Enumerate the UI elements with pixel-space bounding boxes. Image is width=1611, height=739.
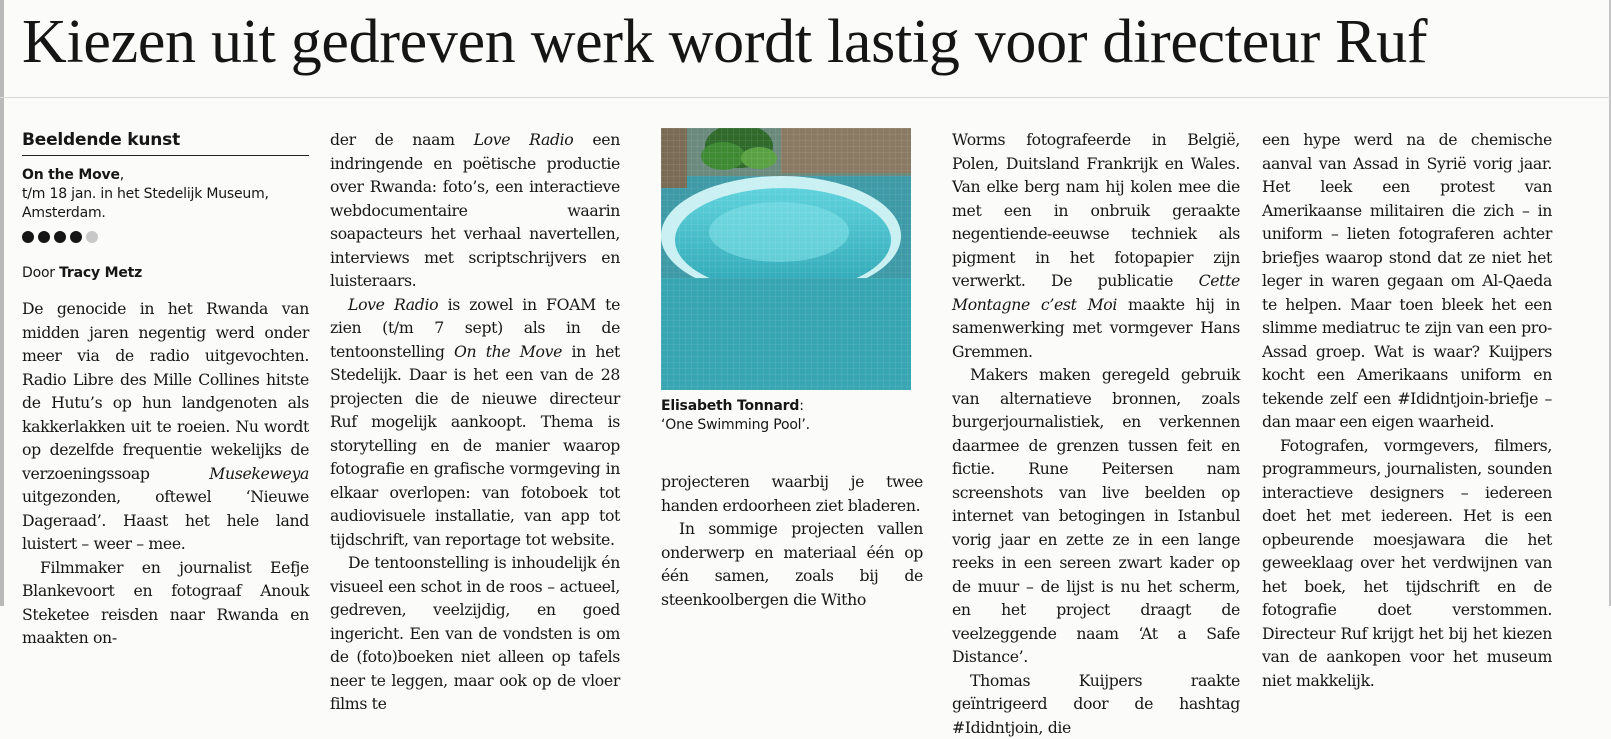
emphasis: On the Move bbox=[454, 342, 562, 361]
body-paragraph bbox=[22, 297, 309, 556]
body-paragraph: Filmmaker en journalist Eefje Blankevoort en fotograaf Anouk Steketee reisden naar Rwanda en maakten on- bbox=[22, 556, 309, 650]
emphasis: Love Radio bbox=[474, 130, 574, 149]
byline bbox=[22, 263, 309, 283]
article-photo bbox=[661, 128, 911, 390]
text-run: De genocide in het Rwanda van midden jaren negentig werd onder meer via de radio uitgevochten. Radio Libre des Mille Collines hitste de Hutu’s op hun landgenoten als kakkerlakken uit te roeien. Nu wordt op dezelfde frequentie wekelijks de verzoeningssoap bbox=[22, 299, 309, 483]
body-paragraph bbox=[330, 128, 620, 293]
text-run: der de naam bbox=[330, 130, 474, 149]
rating-dot-filled bbox=[22, 231, 34, 243]
text-run: maakte hij in samenwerking met vormgever Hans Gremmen. bbox=[952, 295, 1240, 361]
byline-prefix: Door bbox=[22, 265, 59, 281]
rating-dot-filled bbox=[38, 231, 50, 243]
exhibition-dates: t/m 18 jan. in het Stedelijk Museum, bbox=[22, 186, 269, 202]
section-title: Beeldende kunst bbox=[22, 128, 309, 156]
body-paragraph bbox=[952, 128, 1240, 363]
swimming-pool-image bbox=[661, 128, 911, 390]
body-paragraph: Makers maken geregeld gebruik van alternatieve bronnen, zoals burgerjournalistiek, en verkennen daarmee de grenzen tussen feit en fictie. Rune Peitersen nam screenshots van live beelden op internet van betogingen in Istanbul vorig jaar en zette ze in een lange reeks in een sereen zwart kader op de muur – de lijst is nu het scherm, en het project draagt de veelzeggende naam ‘At a Safe Distance’. bbox=[952, 363, 1240, 669]
text-run: in het Stedelijk. Daar is het een van de 28 projecten die de nieuwe directeur Ruf mogelijk aankoopt. Thema is storytelling en de manier waarop fotografie en grafische vormgeving in elkaar overlopen: van fotoboek tot audiovisuele installatie, van app tot tijdschrift, van reportage tot website. bbox=[330, 342, 620, 549]
column-3 bbox=[661, 470, 923, 611]
exhibition-city: Amsterdam. bbox=[22, 205, 106, 221]
rating-dot-empty bbox=[86, 231, 98, 243]
text-run: is zowel in FOAM te zien (t/m 7 sept) als in de tentoonstelling bbox=[330, 295, 620, 361]
body-paragraph: Fotografen, vormgevers, filmers, programmeurs, journalisten, sounden interactieve designers – iedereen doet het met iedereen. Het is een opbeurende moesjawara die het geweeklaag over het verdwijnen van het boek, het tijdschrift en de fotografie doet verstommen. Directeur Ruf krijgt het bij het kiezen van de aankopen voor het museum niet makkelijk. bbox=[1262, 434, 1552, 693]
body-paragraph: projecteren waarbij je twee handen erdoorheen ziet bladeren. bbox=[661, 470, 923, 517]
byline-author: Tracy Metz bbox=[59, 265, 142, 281]
article-headline: Kiezen uit gedreven werk wordt lastig voor directeur Ruf bbox=[22, 2, 1427, 82]
column-1 bbox=[22, 128, 309, 650]
emphasis: Cette Montagne c’est Moi bbox=[952, 271, 1240, 314]
body-paragraph: Thomas Kuijpers raakte geïntrigeerd door de hashtag #Ididntjoin, die bbox=[952, 669, 1240, 739]
caption-separator: : bbox=[799, 398, 804, 414]
body-paragraph bbox=[330, 293, 620, 552]
column-4 bbox=[952, 128, 1240, 739]
column-5 bbox=[1262, 128, 1552, 692]
emphasis: Musekeweya bbox=[209, 464, 309, 483]
text-run: Worms fotografeerde in België, Polen, Duitsland Frankrijk en Wales. Van elke berg nam hij kolen mee die met een in onbruik geraakte negentiende-eeuwse techniek als pigment in het fotopapier zijn verwerkt. De publicatie bbox=[952, 130, 1240, 290]
body-paragraph: In sommige projecten vallen onderwerp en materiaal één op één samen, zoals bij de steenkoolbergen die Witho bbox=[661, 517, 923, 611]
rating-dot-filled bbox=[54, 231, 66, 243]
body-paragraph: De tentoonstelling is inhoudelijk én visueel een schot in de roos – actueel, gedreven, veelzijdig, en goed ingericht. Een van de vondsten is om de (foto)boeken niet alleen op tafels neer te leggen, maar ook op de vloer films te bbox=[330, 551, 620, 716]
rating-dots bbox=[22, 231, 309, 243]
text-run: uitgezonden, oftewel ‘Nieuwe Dageraad’. Haast het hele land luistert – weer – mee. bbox=[22, 487, 309, 553]
photo-caption bbox=[661, 397, 921, 435]
body-paragraph: een hype werd na de chemische aanval van Assad in Syrië vorig jaar. Het leek een protest van Amerikaanse militairen die zich – in uniform – lieten fotograferen achter briefjes waarop stond dat ze niet het leger in waren gegaan om Al-Qaeda te helpen. Maar toen bleek het een slimme mediatruc te zijn van een pro-Assad groep. Wat is waar? Kuijpers kocht een Amerikaans uniform en tekende zelf een #Ididntjoin-briefje – dan maar een eigen waarheid. bbox=[1262, 128, 1552, 434]
caption-artist: Elisabeth Tonnard bbox=[661, 398, 799, 414]
exhibition-info bbox=[22, 166, 309, 223]
text-run: een indringende en poëtische productie over Rwanda: foto’s, een interactieve webdocumentaire waarin soapacteurs het verhaal navertellen, interviews met scriptschrijvers en luisteraars. bbox=[330, 130, 620, 290]
exhibition-info-sep: , bbox=[120, 167, 124, 183]
emphasis: Love Radio bbox=[348, 295, 438, 314]
column-2 bbox=[330, 128, 620, 716]
rating-dot-filled bbox=[70, 231, 82, 243]
exhibition-title: On the Move bbox=[22, 167, 120, 183]
caption-title: ‘One Swimming Pool’. bbox=[661, 417, 810, 433]
page-edge-left bbox=[0, 0, 4, 606]
header-divider bbox=[0, 97, 1611, 98]
